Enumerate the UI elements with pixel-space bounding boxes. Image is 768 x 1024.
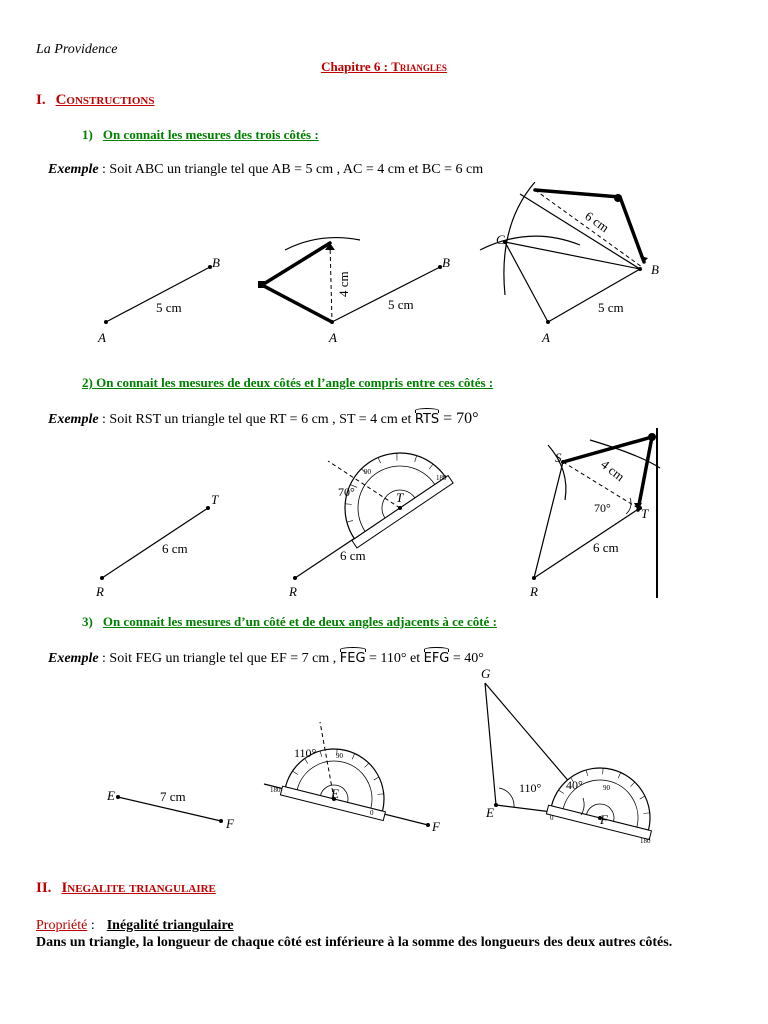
- example-3-text: : Soit FEG un triangle tel que EF = 7 cm ,: [98, 651, 340, 666]
- example-2-angle-value: = 70°: [439, 410, 479, 427]
- fig1b-label-a: A: [329, 330, 337, 345]
- fig1c-len-bc: 6 cm: [582, 208, 612, 236]
- chapter-title: [0, 59, 768, 75]
- chapter-name: Triangles: [391, 59, 447, 74]
- section-2-heading: [36, 880, 216, 897]
- fig1b-len-ac: 4 cm: [336, 271, 351, 297]
- example-2-label: Exemple: [48, 412, 99, 427]
- fig3c-tick-90: 90: [603, 784, 610, 792]
- example-1-text: : Soit ABC un triangle tel que AB = 5 cm , AC = 4 cm et BC = 6 cm: [98, 162, 484, 177]
- fig2c-label-s: S: [555, 450, 562, 465]
- fig1c-len-ab: 5 cm: [598, 300, 624, 315]
- example-2-angle-name: RTS: [414, 412, 440, 427]
- subsection-1-heading: [82, 127, 319, 143]
- section-1-title: Constructions: [55, 92, 155, 108]
- fig3b-label-f: F: [432, 819, 440, 834]
- example-1-label: Exemple: [48, 162, 99, 177]
- fig2b-tick-90: 90: [364, 468, 371, 476]
- figure-1-construction: [90, 182, 670, 352]
- subsection-3-heading: [82, 614, 497, 630]
- section-1-numeral: I.: [36, 92, 46, 108]
- section-2-numeral: II.: [36, 880, 52, 896]
- fig3c-label-f: F: [600, 812, 608, 827]
- fig3c-angle-110: 110°: [519, 781, 542, 795]
- section-1-heading: [36, 92, 154, 109]
- subsection-2-title: 2) On connait les mesures de deux côtés et l’angle compris entre ces côtés :: [82, 375, 494, 390]
- fig2c-label-t: T: [641, 506, 649, 521]
- fig2b-angle: 70°: [338, 485, 355, 499]
- fig1c-label-a: A: [542, 330, 550, 345]
- example-3-angle1-value: = 110° et: [365, 651, 424, 666]
- fig2c-len-rt: 6 cm: [593, 540, 619, 555]
- property-title: Inégalité triangulaire: [106, 918, 234, 933]
- fig1c-label-b: B: [651, 262, 659, 277]
- fig3c-label-g: G: [481, 666, 491, 681]
- subsection-1-title: On connait les mesures des trois côtés :: [102, 127, 319, 142]
- example-3-angle2-name: EFG: [423, 651, 450, 666]
- fig1a-label-b: B: [212, 255, 220, 270]
- example-3-angle1-name: FEG: [339, 651, 366, 666]
- fig3c-label-e: E: [486, 805, 494, 820]
- subsection-3-title: On connait les mesures d’un côté et de deux angles adjacents à ce côté :: [102, 614, 497, 629]
- fig2c-len-st: 4 cm: [598, 456, 628, 485]
- chapter-prefix: Chapitre 6 :: [321, 59, 392, 74]
- fig2a-label-r: R: [96, 584, 104, 599]
- fig2b-label-t: T: [396, 490, 404, 505]
- fig2b-tick-180: 180: [436, 474, 447, 482]
- fig3b-tick-90: 90: [336, 752, 343, 760]
- subsection-3-num: 3): [82, 614, 93, 629]
- figure-3-construction: [90, 665, 670, 845]
- fig3b-tick-180: 180: [270, 786, 281, 794]
- fig2a-len-rt: 6 cm: [162, 541, 188, 556]
- school-name: La Providence: [36, 42, 118, 57]
- fig3b-tick-0: 0: [370, 809, 374, 817]
- fig1a-len-ab: 5 cm: [156, 300, 182, 315]
- property-heading: [36, 918, 234, 934]
- fig3c-tick-180: 180: [640, 837, 651, 845]
- fig2b-len-rt: 6 cm: [340, 548, 366, 563]
- fig1a-label-a: A: [98, 330, 106, 345]
- fig1c-label-c: C: [496, 232, 505, 247]
- fig1b-label-b: B: [442, 255, 450, 270]
- example-3-angle2-value: = 40°: [449, 651, 484, 666]
- subsection-2-heading: [82, 375, 493, 391]
- property-sep: :: [87, 918, 95, 933]
- fig3b-label-e: E: [331, 786, 339, 801]
- fig2b-label-r: R: [289, 584, 297, 599]
- fig3a-label-f: F: [226, 816, 234, 831]
- property-text: Dans un triangle, la longueur de chaque côté est inférieure à la somme des longueurs des deux autres côtés.: [36, 935, 673, 950]
- fig2a-label-t: T: [211, 492, 219, 507]
- fig3c-tick-0: 0: [550, 814, 554, 822]
- fig3b-angle-110: 110°: [294, 746, 317, 760]
- fig1b-len-ab: 5 cm: [388, 297, 414, 312]
- figure-2-construction: [90, 428, 670, 600]
- example-1: [48, 162, 483, 178]
- section-2-title: Inegalite triangulaire: [61, 880, 216, 896]
- fig2c-label-r: R: [530, 584, 538, 599]
- fig3a-label-e: E: [107, 788, 115, 803]
- subsection-1-num: 1): [82, 127, 93, 142]
- property-label: Propriété: [36, 918, 88, 933]
- example-3-label: Exemple: [48, 651, 99, 666]
- example-2-text: : Soit RST un triangle tel que RT = 6 cm , ST = 4 cm et: [98, 412, 415, 427]
- fig3a-len-ef: 7 cm: [160, 789, 186, 804]
- fig3-protractor-2: [546, 757, 663, 840]
- fig2c-angle: 70°: [594, 501, 611, 515]
- fig3c-angle-40: 40°: [566, 778, 583, 792]
- example-2: [48, 410, 479, 428]
